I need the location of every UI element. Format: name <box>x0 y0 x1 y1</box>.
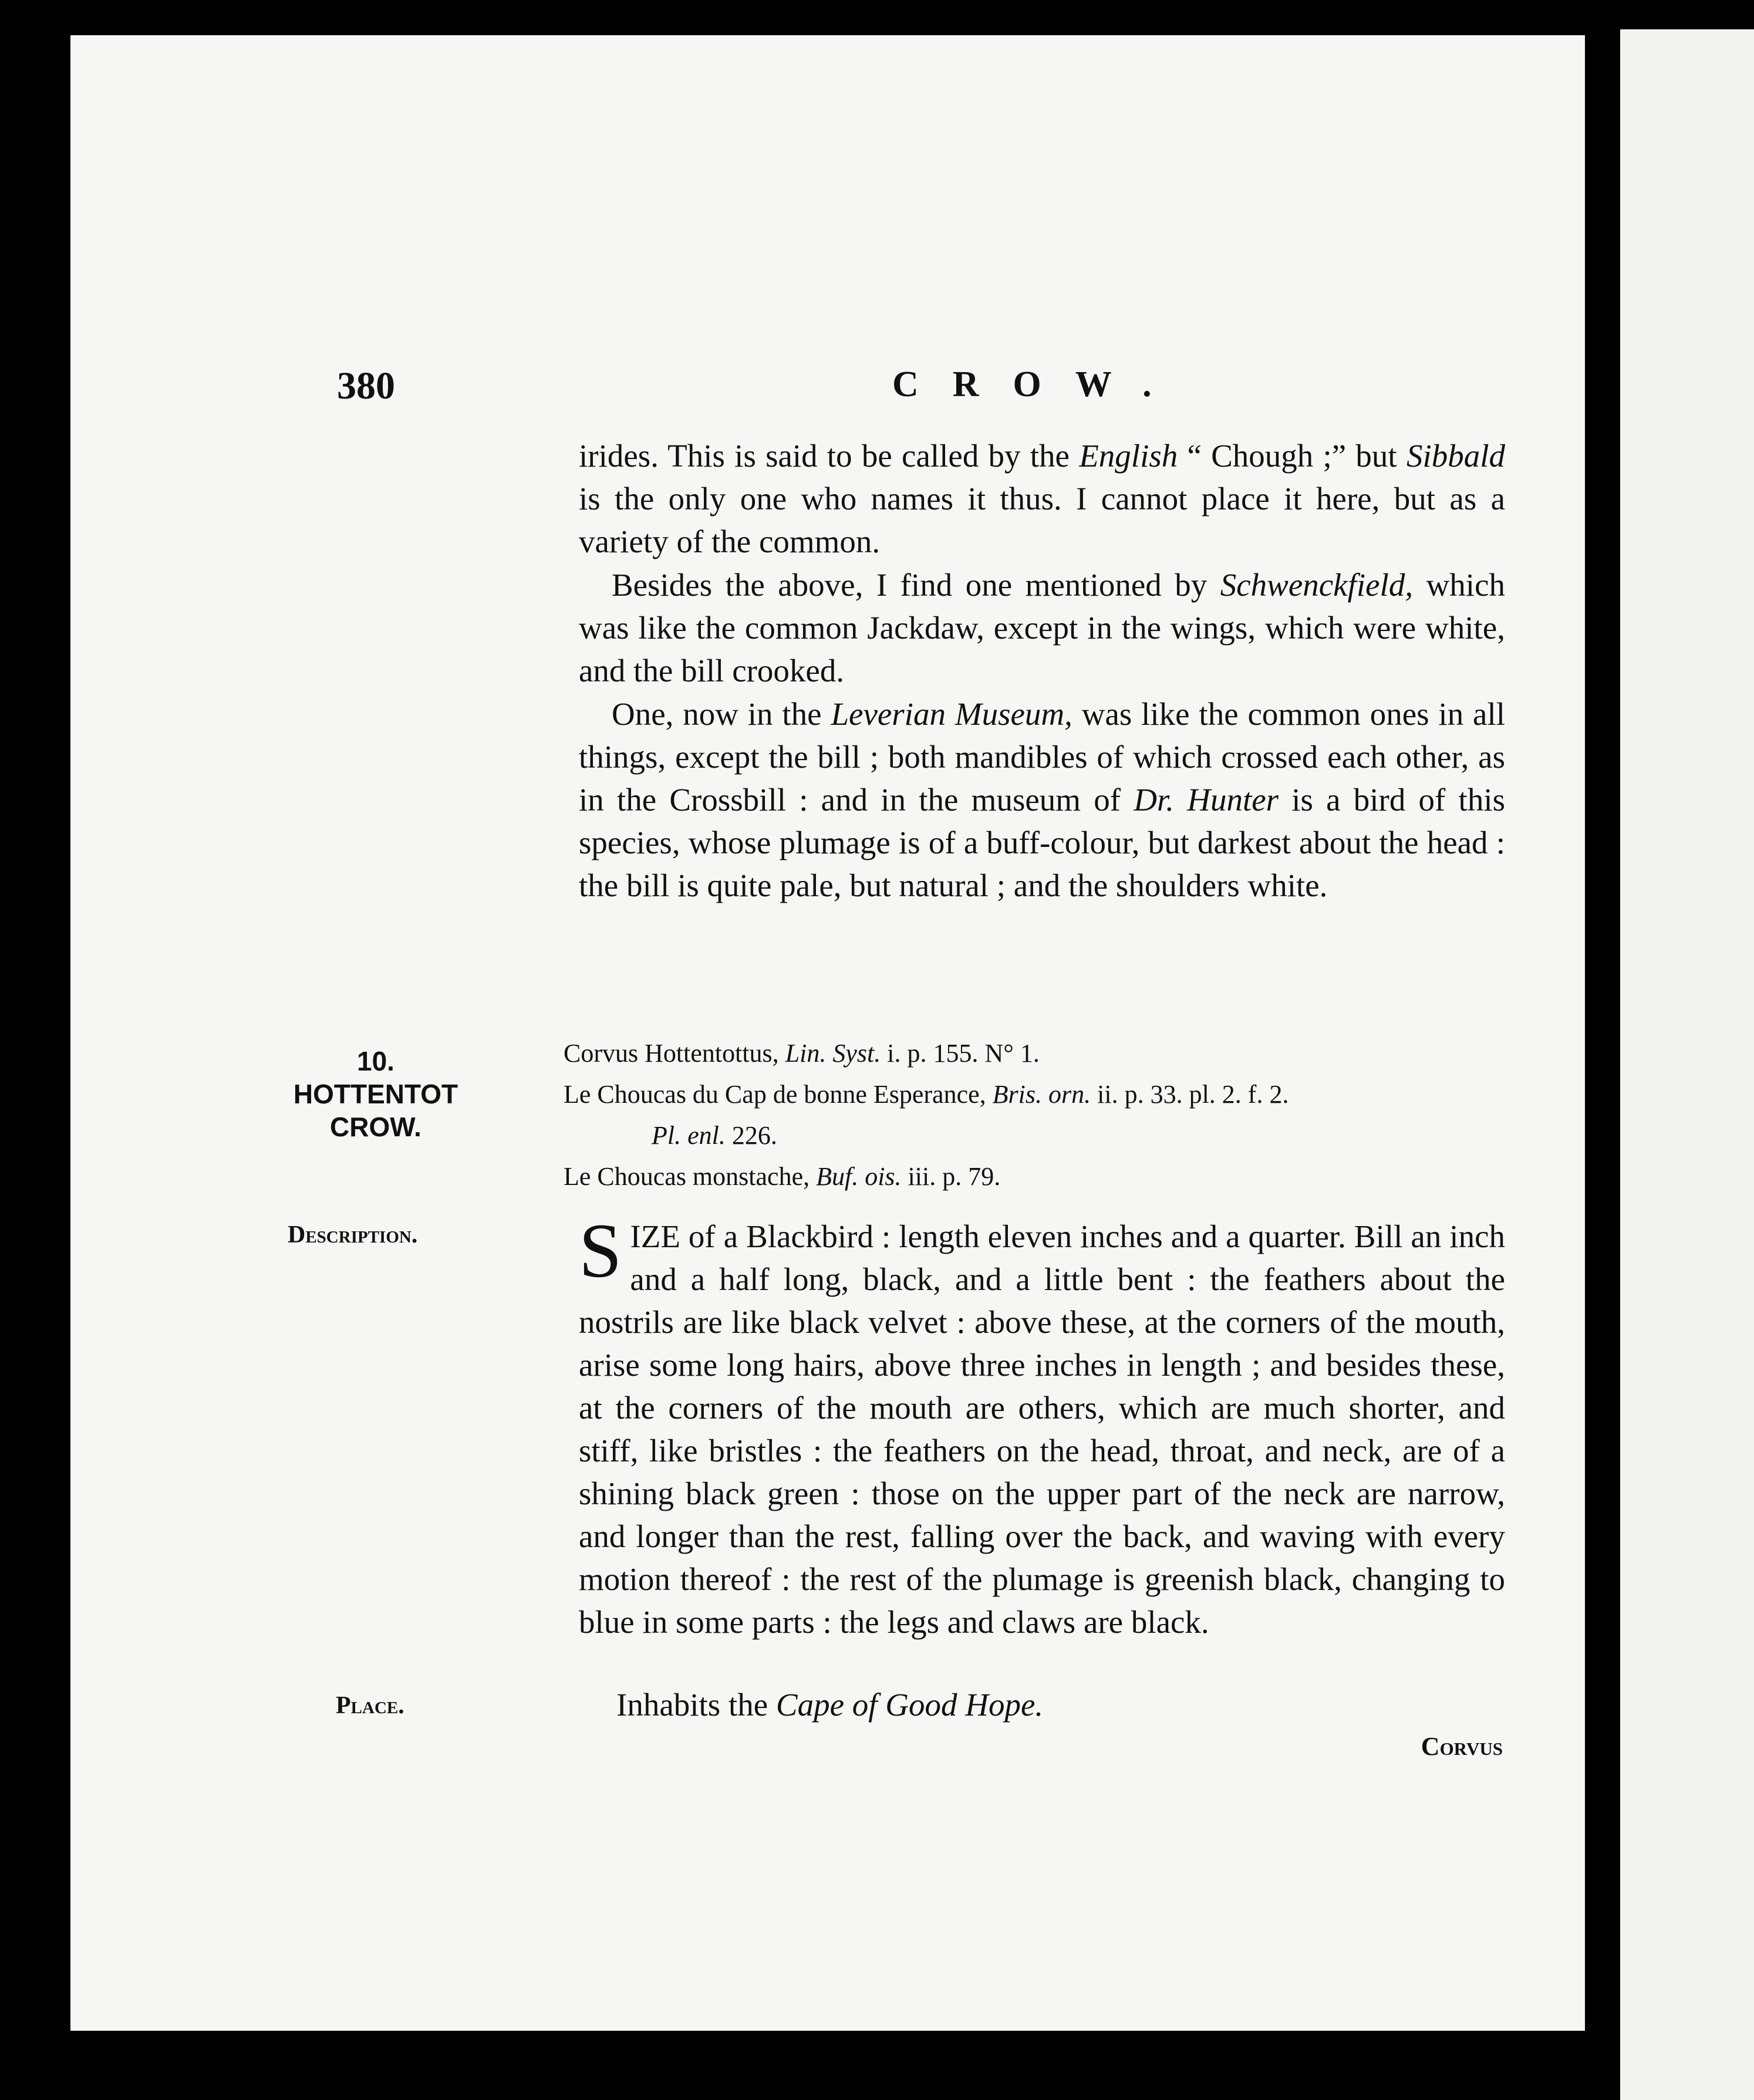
drop-cap: S <box>579 1207 622 1294</box>
species-name-line2: CROW. <box>330 1112 421 1142</box>
page-gutter <box>1592 29 1620 2100</box>
paragraph-schwenckfield: Besides the above, I find one mentioned by Schwenckfield, which was like the common Jackdaw, except in the wings, which were white, and the bill crooked. <box>579 567 1505 688</box>
place-text: Inhabits the Cape of Good Hope. <box>616 1687 1044 1723</box>
running-head: CROW. <box>892 364 1186 404</box>
synonym-buffon: Le Choucas monstache, Buf. ois. iii. p. 79. <box>564 1162 1001 1191</box>
description-label: Description. <box>288 1221 418 1248</box>
facing-page-edge <box>1620 29 1754 2100</box>
book-page <box>70 35 1585 2031</box>
catchword: Corvus <box>1421 1732 1503 1761</box>
species-name-line1: HOTTENTOT <box>293 1079 458 1109</box>
place-label: Place. <box>336 1692 404 1719</box>
paragraph-leverian: One, now in the Leverian Museum, was like the common ones in all things, except the bill ; both mandibles of which crossed each other, as in the Crossbill : and in the museum of Dr. Hunter is a bird of this species, whose plumage is of a buff-colour, but darkest about the head : the bill is quite pale, but natural ; and the shoulders white. <box>579 696 1506 903</box>
species-heading <box>270 1045 481 1143</box>
synonym-planches: Pl. enl. 226. <box>652 1121 777 1150</box>
synonym-brisson: Le Choucas du Cap de bonne Esperance, Bris. orn. ii. p. 33. pl. 2. f. 2. <box>564 1080 1289 1109</box>
species-number: 10. <box>357 1046 394 1076</box>
page-number: 380 <box>337 364 395 407</box>
synonym-linnaeus: Corvus Hottentottus, Lin. Syst. i. p. 155. N° 1. <box>564 1039 1040 1068</box>
synonymy-list <box>564 1033 1503 1197</box>
paragraph-chough: irides. This is said to be called by the English “ Chough ;” but Sibbald is the only one who names it thus. I cannot place it here, but as a variety of the common. <box>579 438 1505 559</box>
description-paragraph: SIZE of a Blackbird : length eleven inches and a quarter. Bill an inch and a half long, black, and a little bent : the feathers about the nostrils are like black velvet : above these, at the corners of the mouth, arise some long hairs, above three inches in length ; and besides these, at the corners of the mouth are others, which are much shorter, and stiff, like bristles : the feathers on the head, throat, and neck, are of a shining black green : those on the upper part of the neck are narrow, and longer than the rest, falling over the back, and waving with every motion thereof : the rest of the plumage is greenish black, changing to blue in some parts : the legs and claws are black. <box>579 1207 1505 1640</box>
